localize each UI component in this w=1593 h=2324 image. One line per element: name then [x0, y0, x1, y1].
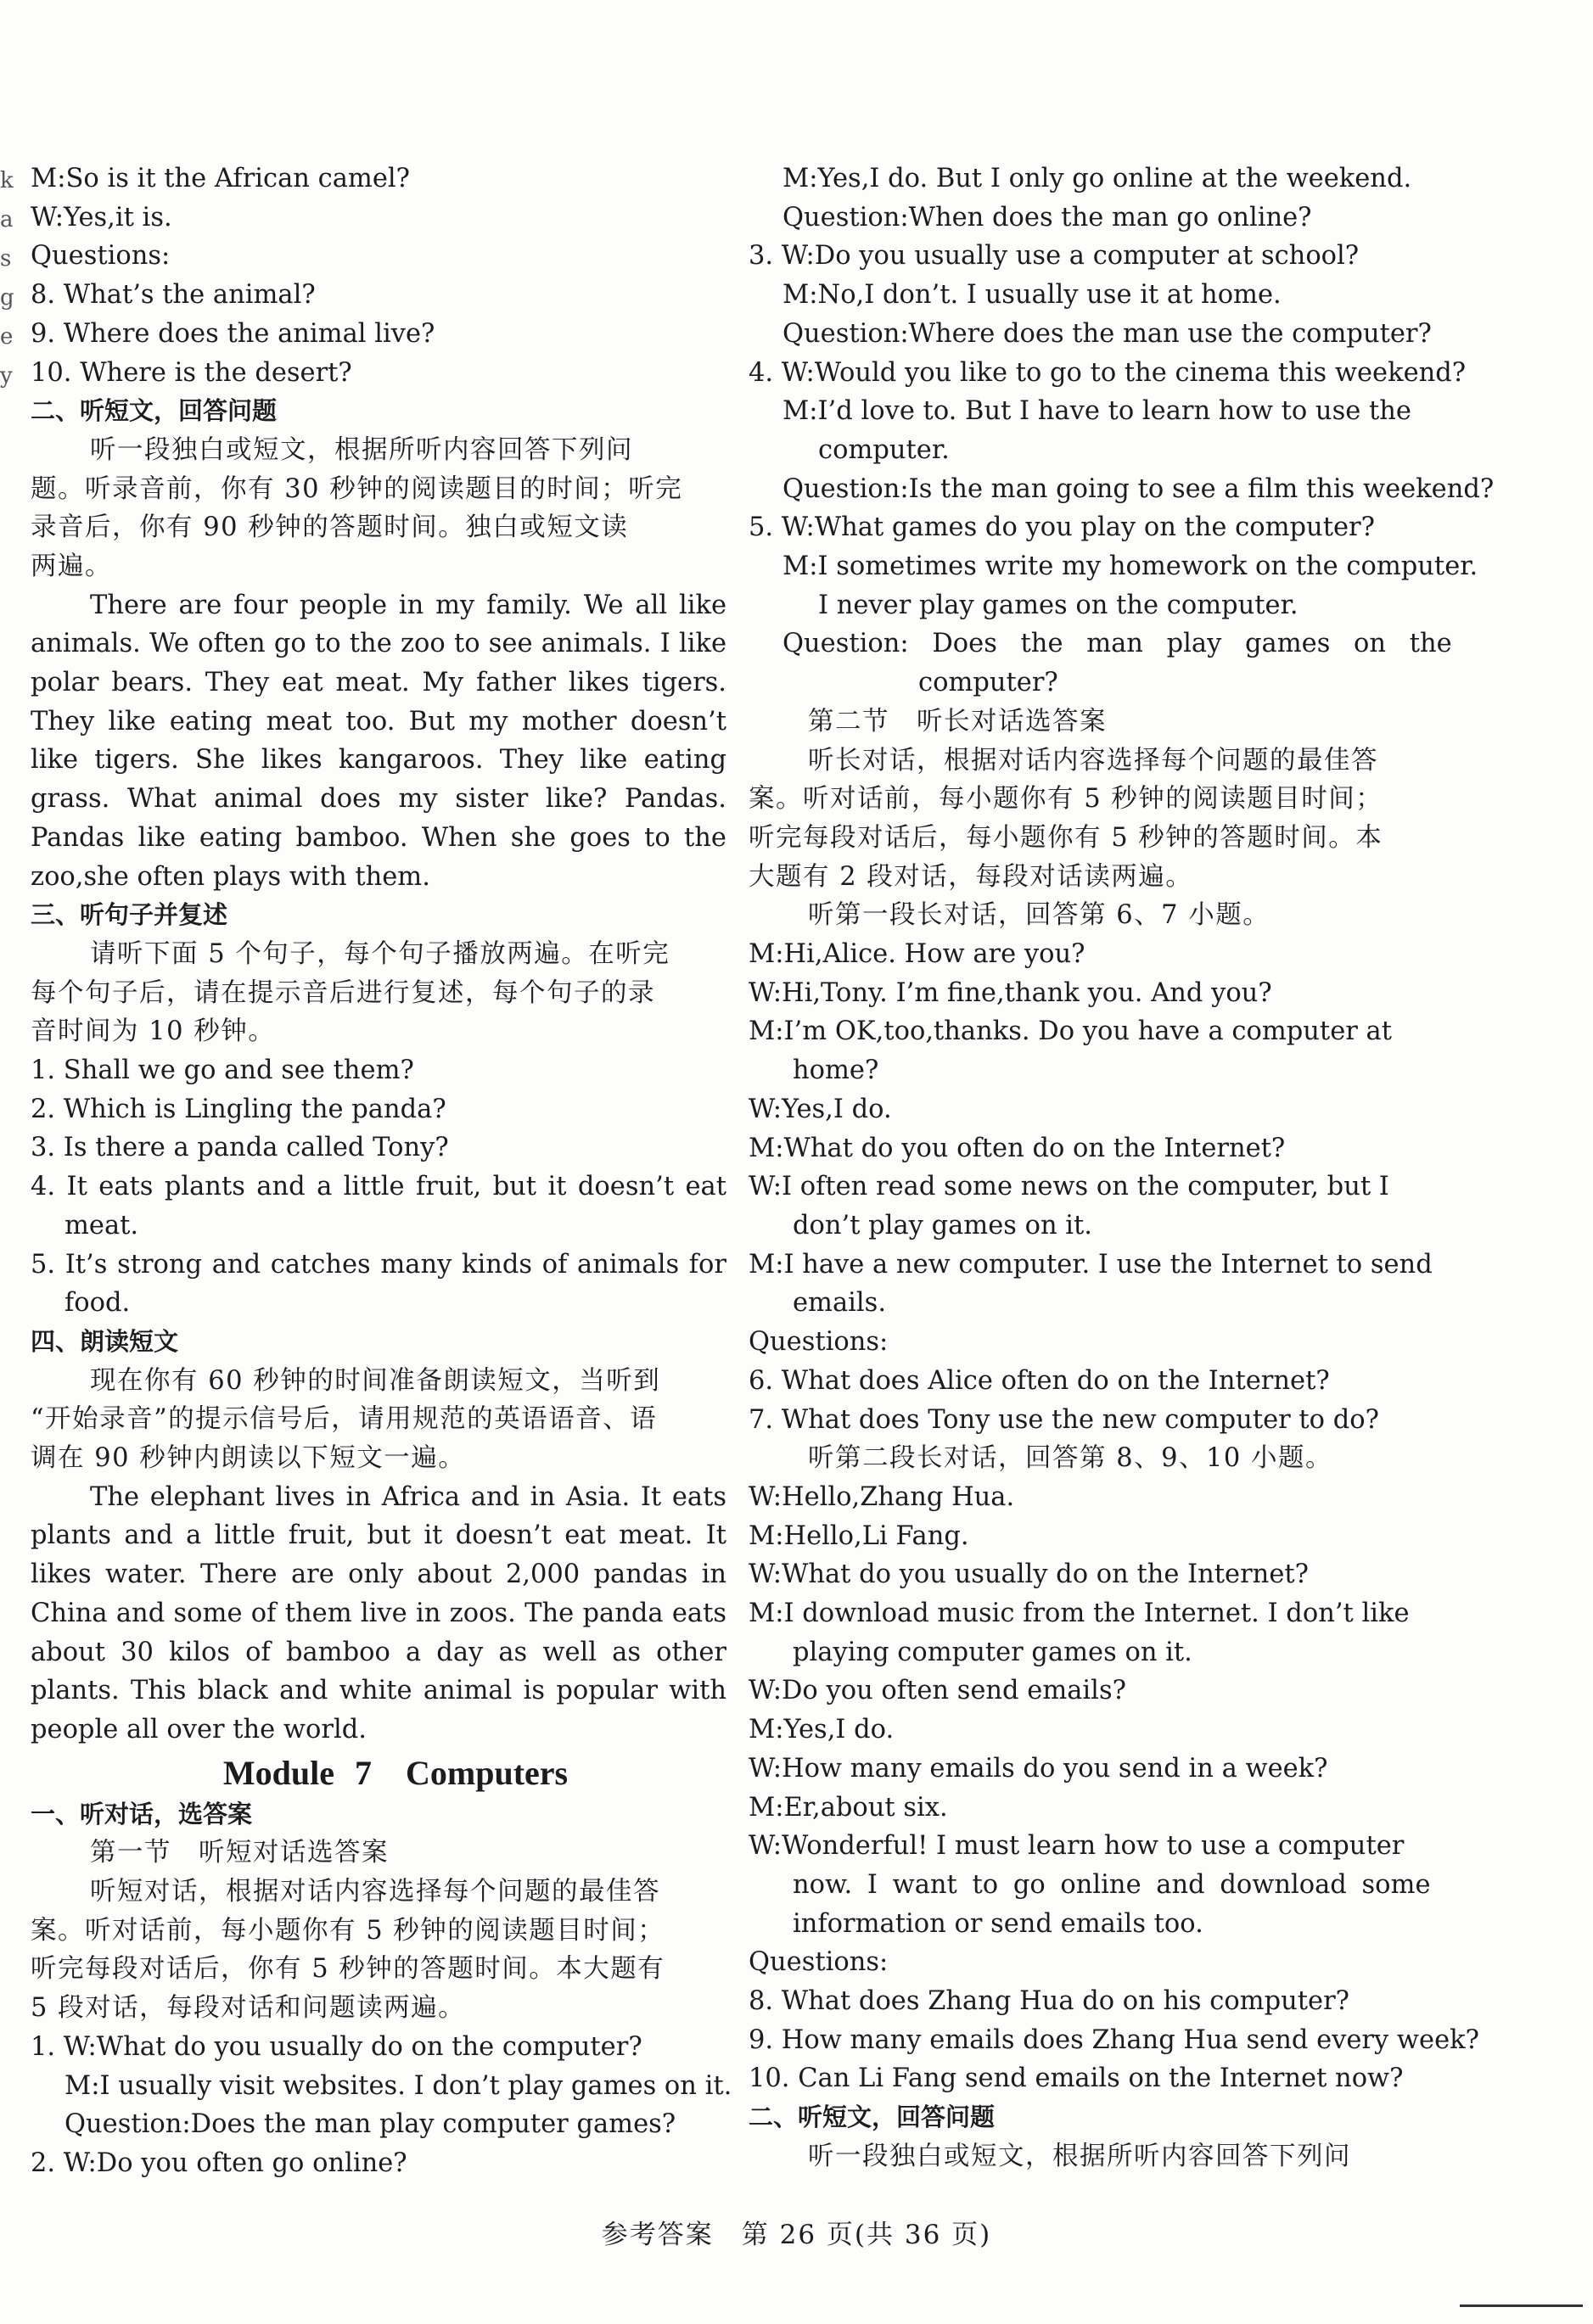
margin-letter: g: [0, 285, 14, 311]
instruction-line: 案。听对话前，每小题你有 5 秒钟的阅读题目时间；: [749, 784, 1383, 815]
dialog-line: M:What do you often do on the Internet?: [749, 1133, 1286, 1163]
dialog-line: Question:Does the man play computer games?: [65, 2109, 676, 2140]
sentence-line: 1. Shall we go and see them?: [31, 1056, 414, 1086]
dialog-line: W:Hello,Zhang Hua.: [749, 1481, 1015, 1512]
dialog-line: W:Wonderful! I must learn how to use a computer: [749, 1831, 1405, 1862]
part-heading: 第一节 听短对话选答案: [90, 1838, 389, 1868]
passage-line: China and some of them live in zoos. The panda eats: [31, 1598, 726, 1628]
passage-line: polar bears. They eat meat. My father likes tigers.: [31, 668, 726, 698]
instruction-line: 请听下面 5 个句子，每个句子播放两遍。在听完: [90, 938, 670, 969]
dialog-intro: 听第二段长对话，回答第 8、9、10 小题。: [808, 1443, 1333, 1474]
dialog-line: Questions:: [31, 241, 171, 272]
dialog-line: Question:Is the man going to see a film this weekend?: [782, 473, 1495, 504]
dialog-line: 2. W:Do you often go online?: [31, 2148, 407, 2178]
passage-line: plants and a little fruit, but it doesn’t eat meat. It: [31, 1520, 726, 1551]
section-heading: 三、听句子并复述: [31, 900, 228, 930]
instruction-line: 调在 90 秒钟内朗读以下短文一遍。: [31, 1443, 466, 1474]
question-line: 6. What does Alice often do on the Internet?: [749, 1365, 1330, 1396]
margin-letter: s: [0, 246, 12, 272]
instruction-line: 听一段独白或短文，根据所听内容回答下列问: [90, 434, 633, 465]
module-title: Module 7 Computers: [222, 1753, 569, 1792]
dialog-line: M:I’d love to. But I have to learn how to use the: [782, 396, 1411, 427]
question-line: 9. Where does the animal live?: [31, 318, 435, 349]
passage-line: The elephant lives in Africa and in Asia. It eats: [90, 1481, 726, 1512]
passage-line: like tigers. She likes kangaroos. They like eating: [31, 745, 726, 776]
instruction-line: 听短对话，根据对话内容选择每个问题的最佳答: [90, 1877, 660, 1907]
dialog-line: M:Yes,I do. But I only go online at the weekend.: [782, 164, 1412, 193]
instruction-line: 每个句子后，请在提示音后进行复述，每个句子的录: [31, 977, 655, 1008]
passage-line: Pandas like eating bamboo. When she goes to the: [31, 822, 726, 853]
question-line: 7. What does Tony use the new computer to do?: [749, 1404, 1379, 1435]
instruction-line: 5 段对话，每段对话和问题读两遍。: [31, 1993, 466, 2024]
dialog-line: W:I often read some news on the computer, but I: [749, 1172, 1389, 1202]
passage-line: zoo,she often plays with them.: [31, 861, 430, 892]
margin-letter: e: [0, 324, 14, 350]
dialog-line: M:I download music from the Internet. I don’t like: [749, 1599, 1410, 1629]
section-heading: 一、听对话，选答案: [31, 1799, 253, 1828]
dialog-line: now. I want to go online and download some: [793, 1869, 1431, 1900]
dialog-line: M:I usually visit websites. I don’t play games on it.: [65, 2070, 732, 2101]
sentence-line: 4. It eats plants and a little fruit, but it doesn’t eat: [31, 1172, 726, 1202]
dialog-line: Questions:: [749, 1947, 889, 1978]
dialog-line: W:Yes,it is.: [31, 202, 172, 232]
dialog-line: information or send emails too.: [793, 1908, 1203, 1939]
dialog-line: M:I’m OK,too,thanks. Do you have a computer at: [749, 1016, 1392, 1047]
sentence-line: food.: [65, 1288, 131, 1319]
margin-letter: a: [0, 207, 14, 232]
dialog-line: Questions:: [749, 1327, 889, 1358]
sentence-line: 2. Which is Lingling the panda?: [31, 1094, 446, 1124]
dialog-line: W:Yes,I do.: [749, 1094, 892, 1124]
margin-letters: [0, 161, 14, 395]
dialog-line: M:Hello,Li Fang.: [749, 1520, 969, 1551]
dialog-line: playing computer games on it.: [793, 1637, 1192, 1667]
section-heading: 四、朗读短文: [31, 1326, 179, 1356]
dialog-line: M:I sometimes write my homework on the computer.: [782, 552, 1478, 582]
instruction-line: 现在你有 60 秒钟的时间准备朗读短文，当听到: [90, 1365, 661, 1396]
question-line: 10. Can Li Fang send emails on the Internet now?: [749, 2064, 1404, 2094]
passage-line: They like eating meat too. But my mother doesn’t: [31, 706, 726, 736]
passage-line: about 30 kilos of bamboo a day as well as other: [31, 1637, 726, 1667]
dialog-line: don’t play games on it.: [793, 1210, 1092, 1240]
dialog-line: W:What do you usually do on the Internet?: [749, 1560, 1309, 1590]
dialog-line: Question:Where does the man use the computer?: [782, 318, 1432, 349]
section-heading: 二、听短文，回答问题: [749, 2103, 996, 2132]
right-column: [749, 160, 1495, 2176]
footer-rule: [1460, 2304, 1583, 2307]
dialog-line: Question: Does the man play games on the: [782, 629, 1452, 659]
dialog-line: 3. W:Do you usually use a computer at school?: [749, 241, 1360, 272]
question-line: 9. How many emails does Zhang Hua send every week?: [749, 2024, 1479, 2055]
dialog-line: Question:When does the man go online?: [782, 202, 1312, 232]
dialog-line: M:Yes,I do.: [749, 1715, 895, 1745]
instruction-line: “开始录音”的提示信号后，请用规范的英语语音、语: [31, 1404, 658, 1435]
dialog-line: 4. W:Would you like to go to the cinema this weekend?: [749, 357, 1467, 388]
dialog-line: M:So is it the African camel?: [31, 164, 410, 193]
sentence-line: 3. Is there a panda called Tony?: [31, 1133, 449, 1163]
instruction-line: 听完每段对话后，你有 5 秒钟的答题时间。本大题有: [31, 1954, 665, 1985]
instruction-line: 听一段独白或短文，根据所听内容回答下列问: [808, 2141, 1351, 2171]
section-heading: 二、听短文，回答问题: [31, 396, 278, 426]
instruction-line: 听长对话，根据对话内容选择每个问题的最佳答: [808, 745, 1378, 776]
instruction-line: 听完每段对话后，每小题你有 5 秒钟的答题时间。本: [749, 822, 1383, 853]
dialog-line: 1. W:What do you usually do on the computer?: [31, 2031, 642, 2062]
page-footer: 参考答案 第 26 页(共 36 页): [601, 2220, 992, 2250]
sentence-line: 5. It’s strong and catches many kinds of animals for: [31, 1249, 726, 1280]
part-heading: 第二节 听长对话选答案: [808, 706, 1107, 736]
instruction-line: 两遍。: [31, 552, 112, 582]
instruction-line: 录音后，你有 90 秒钟的答题时间。独白或短文读: [31, 512, 629, 543]
dialog-line: M:I have a new computer. I use the Internet to send: [749, 1249, 1433, 1280]
instruction-line: 案。听对话前，每小题你有 5 秒钟的阅读题目时间；: [31, 1915, 665, 1946]
dialog-line: W:How many emails do you send in a week?: [749, 1753, 1328, 1784]
passage-line: grass. What animal does my sister like? Pandas.: [31, 784, 726, 815]
dialog-line: I never play games on the computer.: [818, 590, 1299, 620]
question-line: 10. Where is the desert?: [31, 357, 352, 388]
dialog-line: M:Hi,Alice. How are you?: [749, 939, 1085, 970]
left-column: [31, 160, 732, 2183]
passage-line: There are four people in my family. We all like: [90, 590, 726, 620]
dialog-line: M:Er,about six.: [749, 1792, 948, 1823]
dialog-line: W:Hi,Tony. I’m fine,thank you. And you?: [749, 977, 1272, 1008]
passage-line: animals. We often go to the zoo to see animals. I like: [31, 629, 726, 659]
margin-letter: y: [0, 363, 13, 389]
dialog-line: home?: [793, 1056, 879, 1086]
question-line: 8. What does Zhang Hua do on his computer?: [749, 1986, 1350, 2017]
passage-line: likes water. There are only about 2,000 pandas in: [31, 1560, 726, 1590]
instruction-line: 音时间为 10 秒钟。: [31, 1016, 276, 1047]
dialog-intro: 听第一段长对话，回答第 6、7 小题。: [808, 900, 1270, 931]
passage-line: people all over the world.: [31, 1714, 367, 1744]
dialog-line: 5. W:What games do you play on the computer?: [749, 512, 1375, 543]
dialog-line: computer?: [918, 668, 1058, 698]
passage-line: plants. This black and white animal is popular with: [31, 1676, 726, 1706]
dialog-line: M:No,I don’t. I usually use it at home.: [782, 280, 1282, 311]
question-line: 8. What’s the animal?: [31, 280, 316, 311]
instruction-line: 题。听录音前，你有 30 秒钟的阅读题目的时间；听完: [31, 473, 683, 504]
dialog-line: computer.: [818, 434, 950, 465]
sentence-line: meat.: [65, 1210, 139, 1240]
dialog-line: W:Do you often send emails?: [749, 1676, 1126, 1706]
dialog-line: emails.: [793, 1288, 887, 1319]
margin-letter: k: [0, 168, 14, 193]
instruction-line: 大题有 2 段对话，每段对话读两遍。: [749, 861, 1193, 892]
